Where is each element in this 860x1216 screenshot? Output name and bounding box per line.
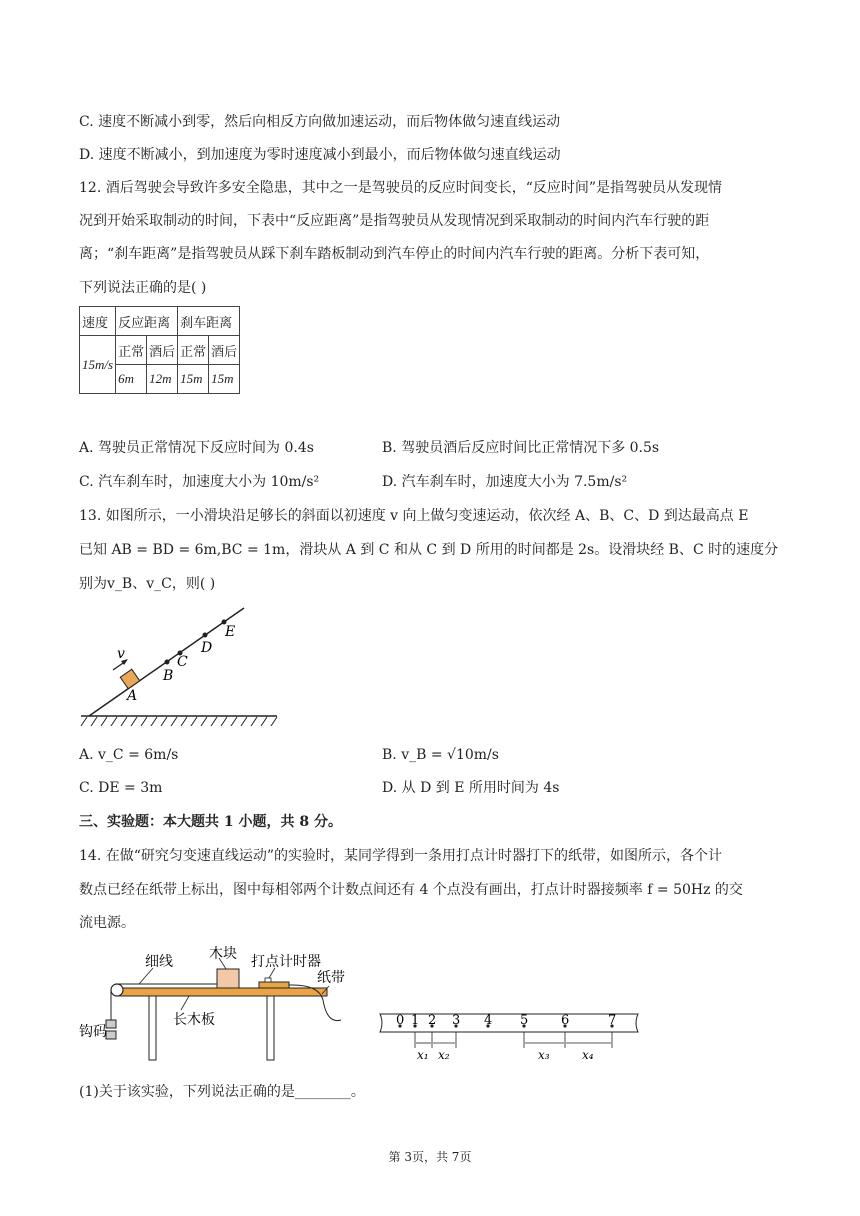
cell-speed-value: 15m/s	[80, 336, 116, 394]
point-d-label: D	[201, 640, 213, 656]
tape-label-3: 3	[452, 1013, 461, 1028]
cell-value-3: 15m	[178, 365, 209, 394]
cell-react-drunk: 酒后	[147, 336, 178, 365]
point-b-dot	[165, 660, 170, 665]
cell-brake-normal: 正常	[178, 336, 209, 365]
header-braking-distance: 刹车距离	[178, 307, 240, 336]
q12-option-d: D. 汽车刹车时，加速度大小为 7.5m/s²	[382, 474, 628, 490]
q13-stem-line-2: 已知 AB = BD = 6m,BC = 1m，滑块从 A 到 C 和从 C 到 D 所用的时间都是 2s。设滑块经 B、C 时的速度分	[79, 542, 779, 558]
q14-stem-line-2: 数点已经在纸带上标出，图中每相邻两个计数点间还有 4 个点没有画出，打点计时器接频率 f = 50Hz 的交	[79, 882, 743, 898]
pulley	[111, 984, 123, 996]
q13-stem-line-3: 别为v_B、v_C，则( )	[79, 576, 216, 592]
section-title: 三、实验题：本大题共 1 小题，共 8 分。	[79, 814, 342, 830]
q13-option-c: C. DE = 3m	[79, 780, 163, 796]
q11-option-d: D. 速度不断减小，到加速度为零时速度减小到最小，而后物体做匀速直线运动	[79, 147, 561, 163]
wooden-block	[217, 969, 239, 988]
cell-value-4: 15m	[209, 365, 240, 394]
apparatus-figure	[79, 944, 359, 1064]
label-tape: 纸带	[317, 970, 345, 986]
q14-stem-line-1: 14. 在做“研究匀变速直线运动”的实验时，某同学得到一条用打点计时器打下的纸带，如图所示，各个计	[79, 848, 723, 864]
tape-label-4: 4	[484, 1013, 493, 1028]
tape-label-6: 6	[561, 1013, 570, 1028]
cell-value-1: 6m	[116, 365, 147, 394]
timer-device	[259, 982, 289, 988]
cell-brake-drunk: 酒后	[209, 336, 240, 365]
tape-label-5: 5	[520, 1013, 529, 1028]
cell-react-normal: 正常	[116, 336, 147, 365]
header-reaction-distance: 反应距离	[116, 307, 178, 336]
segment-x2: x₂	[438, 1048, 450, 1062]
paper-tape-figure	[372, 1006, 647, 1068]
page-footer: 第 3页，共 7页	[388, 1150, 472, 1164]
tape-label-1: 1	[411, 1013, 420, 1028]
q13-option-a: A. v_C = 6m/s	[79, 747, 179, 763]
reaction-distance-table	[79, 306, 240, 394]
q13-option-d: D. 从 D 到 E 所用时间为 4s	[382, 780, 560, 796]
q12-option-b: B. 驾驶员酒后反应时间比正常情况下多 0.5s	[382, 440, 660, 456]
q12-stem-line-1: 12. 酒后驾驶会导致许多安全隐患，其中之一是驾驶员的反应时间变长，“反应时间”是指驾驶员从发现情	[79, 180, 723, 196]
slider-block	[120, 669, 139, 688]
label-block: 木块	[209, 946, 237, 962]
point-a-label: A	[127, 688, 138, 704]
label-weight: 钩码	[79, 1024, 107, 1040]
label-timer: 打点计时器	[251, 954, 321, 970]
segment-x3: x₃	[538, 1048, 550, 1062]
tape-label-7: 7	[608, 1013, 617, 1028]
point-d-dot	[203, 633, 208, 638]
tape-label-2: 2	[428, 1013, 437, 1028]
velocity-label: v	[117, 646, 125, 662]
point-b-label: B	[163, 668, 174, 684]
hanging-weights	[106, 1020, 116, 1028]
segment-x1: x₁	[417, 1048, 429, 1062]
q12-stem-line-3: 离；“刹车距离”是指驾驶员从踩下刹车踏板制动到汽车停止的时间内汽车行驶的距离。分析下表可知，	[79, 246, 710, 262]
q13-stem-line-1: 13. 如图所示，一小滑块沿足够长的斜面以初速度 v 向上做匀变速运动，依次经 A、B、C、D 到达最高点 E	[79, 508, 749, 524]
point-c-label: C	[177, 654, 188, 670]
q12-stem-line-2: 况到开始采取制动的时间，下表中“反应距离”是指驾驶员从发现情况到采取制动的时间内汽车行驶的距	[79, 213, 710, 229]
tape-label-0: 0	[396, 1013, 405, 1028]
incline-figure	[79, 600, 279, 732]
long-board	[119, 988, 327, 996]
point-e-label: E	[225, 624, 236, 640]
q14-stem-line-3: 流电源。	[79, 915, 135, 931]
q12-option-a: A. 驾驶员正常情况下反应时间为 0.4s	[79, 440, 314, 456]
q13-option-b: B. v_B = √10m/s	[382, 747, 499, 763]
segment-x4: x₄	[582, 1048, 594, 1062]
label-thread: 细线	[145, 954, 173, 970]
q12-option-c: C. 汽车刹车时，加速度大小为 10m/s²	[79, 474, 320, 490]
cell-value-2: 12m	[147, 365, 178, 394]
q12-stem-line-4: 下列说法正确的是( )	[79, 280, 207, 296]
q11-option-c: C. 速度不断减小到零，然后向相反方向做加速运动，而后物体做匀速直线运动	[79, 114, 561, 130]
q14-sub-1: (1)关于该实验，下列说法正确的是________。	[79, 1084, 365, 1100]
header-speed: 速度	[80, 307, 116, 336]
label-board: 长木板	[173, 1012, 215, 1028]
